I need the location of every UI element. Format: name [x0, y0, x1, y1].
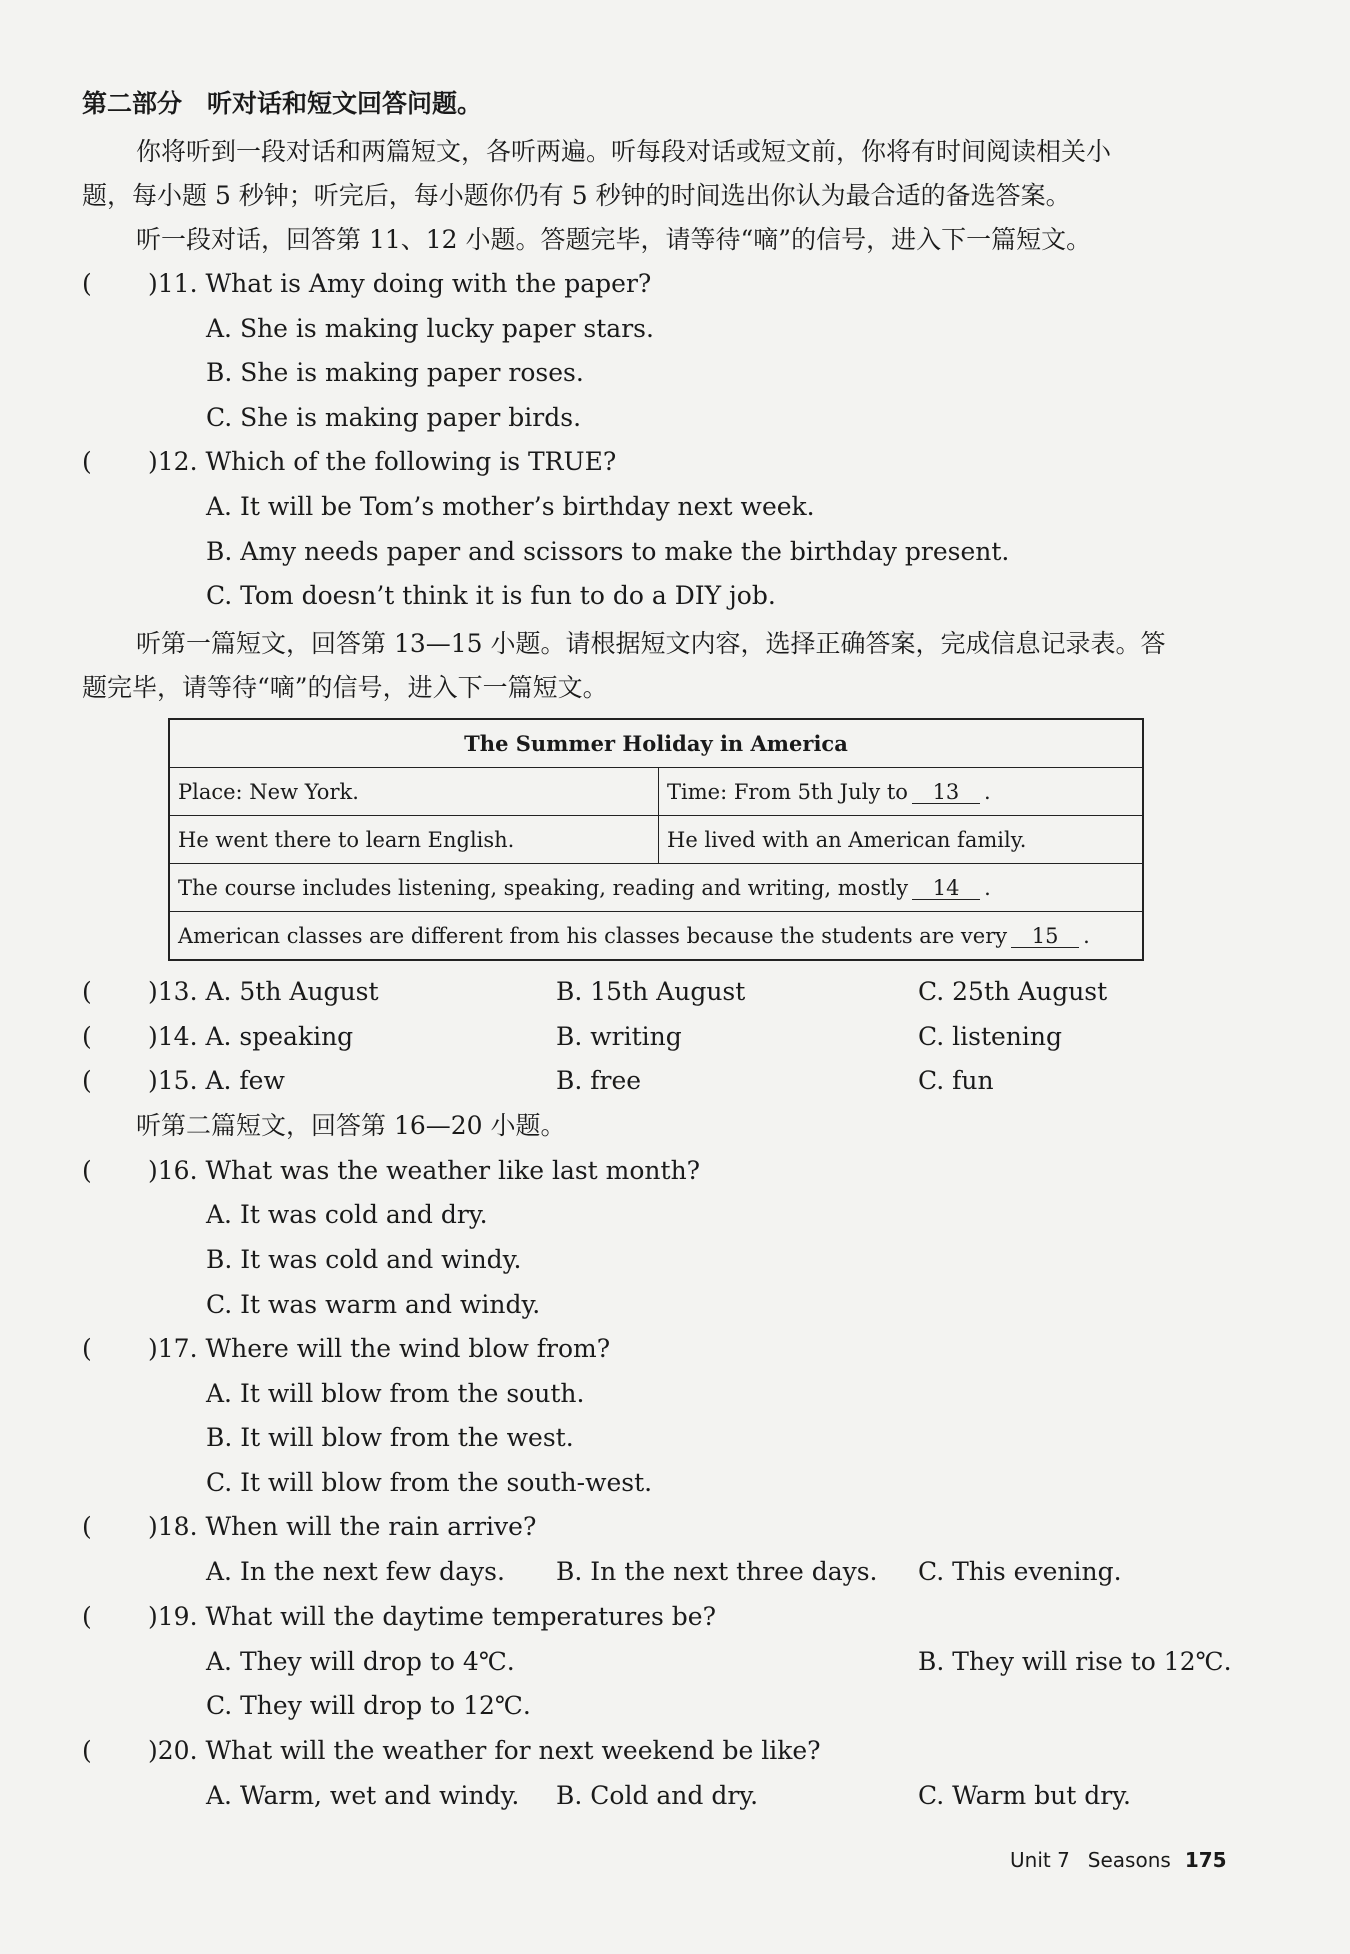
q17-option-b: B. It will blow from the west.	[206, 1423, 574, 1452]
passage1-instruction-1: 听第一篇短文，回答第 13—15 小题。请根据短文内容，选择正确答案，完成信息记录表。答	[136, 629, 1166, 658]
q16-option-c: C. It was warm and windy.	[206, 1290, 541, 1319]
question-15: )15. A. few	[148, 1066, 285, 1095]
cell-place: Place: New York.	[169, 768, 659, 816]
q11-option-b: B. She is making paper roses.	[206, 358, 584, 387]
page-footer	[1010, 1848, 1227, 1872]
page-number: 175	[1184, 1848, 1227, 1872]
question-20: )20. What will the weather for next weekend be like?	[148, 1736, 821, 1765]
cell-course: The course includes listening, speaking, reading and writing, mostly 14 .	[169, 864, 1143, 912]
answer-paren: (	[82, 1602, 92, 1631]
answer-paren: (	[82, 1512, 92, 1541]
answer-paren: (	[82, 447, 92, 476]
question-17: )17. Where will the wind blow from?	[148, 1334, 611, 1363]
q16-option-b: B. It was cold and windy.	[206, 1245, 522, 1274]
info-record-table	[168, 718, 1144, 961]
passage1-instruction-2: 题完毕，请等待“嘀”的信号，进入下一篇短文。	[82, 673, 608, 702]
q20-option-a: A. Warm, wet and windy.	[206, 1781, 520, 1810]
answer-paren: (	[82, 1736, 92, 1765]
question-12: )12. Which of the following is TRUE?	[148, 447, 617, 476]
cell-classes: American classes are different from his classes because the students are very 15 .	[169, 912, 1143, 961]
question-16: )16. What was the weather like last month?	[148, 1156, 701, 1185]
answer-paren: (	[82, 1066, 92, 1095]
q19-option-b: B. They will rise to 12℃.	[918, 1647, 1232, 1676]
footer-section: Seasons	[1087, 1848, 1171, 1872]
q14-option-b: B. writing	[556, 1022, 682, 1051]
dialogue-instruction: 听一段对话，回答第 11、12 小题。答题完毕，请等待“嘀”的信号，进入下一篇短文。	[136, 225, 1092, 254]
blank-15: 15	[1011, 925, 1079, 948]
q17-option-a: A. It will blow from the south.	[206, 1379, 585, 1408]
q12-option-b: B. Amy needs paper and scissors to make the birthday present.	[206, 537, 1010, 566]
q13-option-c: C. 25th August	[918, 977, 1108, 1006]
question-18: )18. When will the rain arrive?	[148, 1512, 537, 1541]
q11-option-c: C. She is making paper birds.	[206, 403, 582, 432]
cell-time: Time: From 5th July to 13 .	[659, 768, 1144, 816]
question-11: )11. What is Amy doing with the paper?	[148, 269, 652, 298]
q14-option-c: C. listening	[918, 1022, 1062, 1051]
answer-paren: (	[82, 1156, 92, 1185]
blank-13: 13	[912, 781, 980, 804]
answer-paren: (	[82, 1334, 92, 1363]
q12-option-a: A. It will be Tom’s mother’s birthday next week.	[206, 492, 815, 521]
answer-paren: (	[82, 1022, 92, 1051]
q18-option-a: A. In the next few days.	[206, 1557, 505, 1586]
cell-living: He lived with an American family.	[659, 816, 1144, 864]
q13-option-b: B. 15th August	[556, 977, 746, 1006]
footer-unit: Unit 7	[1010, 1848, 1070, 1872]
q12-option-c: C. Tom doesn’t think it is fun to do a DIY job.	[206, 581, 776, 610]
section-title: 第二部分 听对话和短文回答问题。	[82, 89, 483, 118]
question-13: )13. A. 5th August	[148, 977, 379, 1006]
q17-option-c: C. It will blow from the south-west.	[206, 1468, 653, 1497]
intro-line-2: 题，每小题 5 秒钟；听完后，每小题你仍有 5 秒钟的时间选出你认为最合适的备选答案。	[82, 181, 1071, 210]
q18-option-b: B. In the next three days.	[556, 1557, 878, 1586]
answer-paren: (	[82, 269, 92, 298]
q16-option-a: A. It was cold and dry.	[206, 1200, 488, 1229]
table-title: The Summer Holiday in America	[169, 719, 1143, 768]
q20-option-b: B. Cold and dry.	[556, 1781, 759, 1810]
question-19: )19. What will the daytime temperatures be?	[148, 1602, 716, 1631]
q18-option-c: C. This evening.	[918, 1557, 1122, 1586]
q11-option-a: A. She is making lucky paper stars.	[206, 314, 654, 343]
q20-option-c: C. Warm but dry.	[918, 1781, 1131, 1810]
question-14: )14. A. speaking	[148, 1022, 354, 1051]
passage2-instruction: 听第二篇短文，回答第 16—20 小题。	[136, 1111, 566, 1140]
q19-option-a: A. They will drop to 4℃.	[206, 1647, 515, 1676]
intro-line-1: 你将听到一段对话和两篇短文，各听两遍。听每段对话或短文前，你将有时间阅读相关小	[136, 137, 1112, 166]
blank-14: 14	[912, 877, 980, 900]
q19-option-c: C. They will drop to 12℃.	[206, 1691, 531, 1720]
q15-option-c: C. fun	[918, 1066, 994, 1095]
q15-option-b: B. free	[556, 1066, 642, 1095]
cell-purpose: He went there to learn English.	[169, 816, 659, 864]
answer-paren: (	[82, 977, 92, 1006]
